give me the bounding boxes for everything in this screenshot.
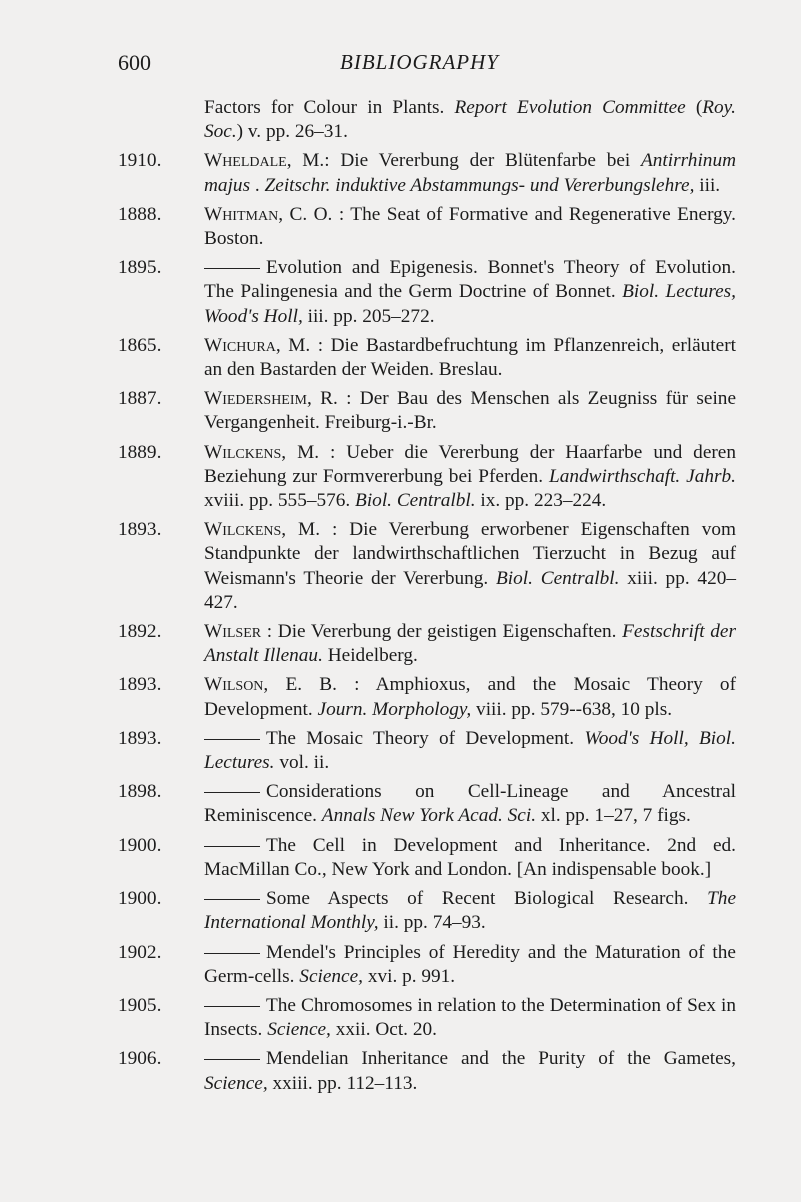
bibliography-entry: [118, 834, 736, 882]
entry-text: ii. pp. 74–93.: [378, 912, 486, 934]
ditto-dash: [204, 1006, 260, 1007]
entry-text: : Die Vererbung der geistigen Eigenschaften.: [261, 621, 623, 643]
entry-text: Considerations on Cell-Lineage and Ancestral Reminiscence.: [204, 781, 736, 827]
entry-text: xiii. pp. 420–427.: [204, 567, 736, 613]
entry-year: 1892.: [118, 621, 162, 643]
entry-year: 1910.: [118, 150, 162, 172]
entry-source-italic: Science,: [299, 965, 363, 987]
ditto-dash: [204, 953, 260, 954]
entry-year: 1889.: [118, 441, 162, 463]
bibliography-entry: [118, 256, 736, 329]
entry-source-italic: Science,: [267, 1019, 331, 1041]
bibliography-entry: [118, 441, 736, 514]
bibliography-entry: [118, 673, 736, 721]
entry-text: ix. pp. 223–224.: [475, 490, 607, 512]
entry-year: 1898.: [118, 781, 162, 803]
entry-year: 1900.: [118, 834, 162, 856]
entry-text: : Ueber die Vererbung der Haarfarbe und deren Beziehung zur Formvererbung bei Pferden.: [204, 441, 736, 487]
bibliography-entry: [118, 727, 736, 775]
entry-text: : The Seat of Formative and Regenerative Energy. Boston.: [204, 203, 736, 250]
entry-text: The Chromosomes in relation to the Determination of Sex in Insects.: [204, 994, 736, 1041]
entry-author: Wilson, E. B.: [204, 674, 337, 696]
entry-year: 1900.: [118, 888, 162, 910]
ditto-dash: [204, 792, 260, 793]
entry-author: Wiedersheim, R.: [204, 388, 338, 410]
entry-text: xviii. pp. 555–576.: [204, 490, 356, 512]
bibliography-entry: [118, 1047, 736, 1095]
entry-year: 1902.: [118, 941, 162, 963]
entry-text: xvi. p. 991.: [363, 965, 456, 987]
entry-text: Heidelberg.: [322, 645, 418, 667]
entry-source-italic: Zeitschr. induktive Abstammungs- und Vererbungslehre,: [264, 174, 695, 196]
entry-source-italic: Report Evolution Committee: [454, 97, 686, 118]
page-header: [0, 50, 801, 80]
bibliography-entry: [118, 994, 736, 1042]
entry-source-italic: Festschrift der Anstalt Illenau.: [204, 621, 736, 667]
running-head: BIBLIOGRAPHY: [340, 50, 499, 74]
entry-year: 1893.: [118, 674, 162, 696]
entry-text: vol. ii.: [274, 752, 330, 774]
entry-author: Wheldale, M.: [204, 150, 325, 172]
entry-year: 1893.: [118, 727, 162, 749]
entry-source-italic: Annals New York Acad. Sci.: [321, 805, 537, 827]
entry-text: Factors for Colour in Plants.: [204, 97, 455, 118]
page-number: 600: [118, 50, 151, 75]
entry-text: xxiii. pp. 112–113.: [267, 1072, 418, 1094]
bibliography-entry: [118, 887, 736, 935]
bibliography-entry: [118, 149, 736, 197]
entry-source-italic: Antirrhinum majus: [204, 150, 737, 196]
entry-year: 1865.: [118, 334, 162, 356]
ditto-dash: [204, 739, 260, 740]
entry-text: : Die Bastardbefruchtung im Pflanzenreich, erläutert an den Bastarden der Weiden. Breslau.: [204, 334, 736, 381]
bibliography-entry: [118, 334, 736, 382]
entry-source-italic: The International Monthly,: [204, 888, 736, 934]
ditto-dash: [204, 268, 260, 269]
entry-text: iii. pp. 205–272.: [302, 305, 435, 327]
entry-source-italic: Roy. Soc.: [204, 97, 736, 143]
entry-author: Wilckens, M.: [204, 519, 321, 541]
bibliography-entry: [118, 941, 736, 989]
entry-year: 1895.: [118, 257, 162, 279]
entry-source-italic: Biol. Centralbl.: [355, 490, 476, 512]
entry-source-italic: Landwirthschaft. Jahrb.: [549, 465, 736, 487]
entry-text: Evolution and Epigenesis. Bonnet's Theory of Evolution. The Palingenesia and the Germ Doctrine of Bonnet.: [204, 257, 736, 303]
entry-text: : Die Vererbung erworbener Eigenschaften vom Standpunkte der landwirthschaftlichen Tierzucht in Bezug auf Weismann's Theorie der Vererbung.: [204, 519, 736, 589]
ditto-dash: [204, 1059, 260, 1060]
bibliography-entry: [118, 518, 736, 615]
bibliography-entry: [118, 620, 736, 668]
entry-year: 1887.: [118, 388, 162, 410]
entry-text: Mendel's Principles of Heredity and the Maturation of the Germ-cells.: [204, 941, 736, 987]
entry-year: 1893.: [118, 519, 162, 541]
entry-text: The Cell in Development and Inheritance. 2nd ed. MacMillan Co., New York and London. [An indispensable book.]: [204, 834, 736, 880]
entry-source-italic: Wood's Holl, Biol. Lectures.: [204, 727, 736, 774]
entry-text: .: [250, 174, 265, 196]
entry-text: (: [685, 97, 703, 118]
entry-source-italic: Biol. Centralbl.: [496, 567, 620, 589]
bibliography-list: [118, 96, 736, 1101]
ditto-dash: [204, 899, 260, 900]
entry-year: 1905.: [118, 994, 162, 1016]
entry-text: viii. pp. 579--638, 10 pls.: [471, 698, 673, 720]
bibliography-entry: [118, 387, 736, 435]
entry-text: The Mosaic Theory of Development.: [266, 727, 585, 749]
entry-text: Mendelian Inheritance and the Purity of the Gametes,: [266, 1048, 736, 1070]
entry-text: xxii. Oct. 20.: [330, 1019, 437, 1041]
entry-year: 1888.: [118, 203, 162, 225]
entry-text: Some Aspects of Recent Biological Research.: [266, 888, 708, 910]
entry-author: Wilckens, M.: [204, 441, 320, 463]
entry-author: Wichura, M.: [204, 334, 311, 356]
entry-author: Whitman, C. O.: [204, 203, 333, 225]
entry-source-italic: Journ. Morphology,: [317, 698, 472, 720]
entry-source-italic: Science,: [204, 1072, 268, 1094]
entry-author: Wilser: [204, 621, 262, 643]
entry-text: iii.: [694, 174, 721, 196]
entry-year: 1906.: [118, 1048, 162, 1070]
entry-text: : Der Bau des Menschen als Zeugniss für seine Vergangenheit. Freiburg-i.-Br.: [204, 388, 736, 434]
entry-text: : Die Vererbung der Blütenfarbe bei: [324, 150, 642, 172]
entry-text: xl. pp. 1–27, 7 figs.: [536, 805, 691, 827]
bibliography-entry: [118, 203, 736, 251]
entry-text: ) v. pp. 26–31.: [236, 121, 348, 143]
bibliography-entry: [118, 96, 736, 144]
ditto-dash: [204, 846, 260, 847]
entry-source-italic: Biol. Lectures, Wood's Holl,: [204, 281, 737, 327]
entry-text: : Amphioxus, and the Mosaic Theory of Development.: [204, 674, 736, 720]
bibliography-entry: [118, 780, 736, 828]
